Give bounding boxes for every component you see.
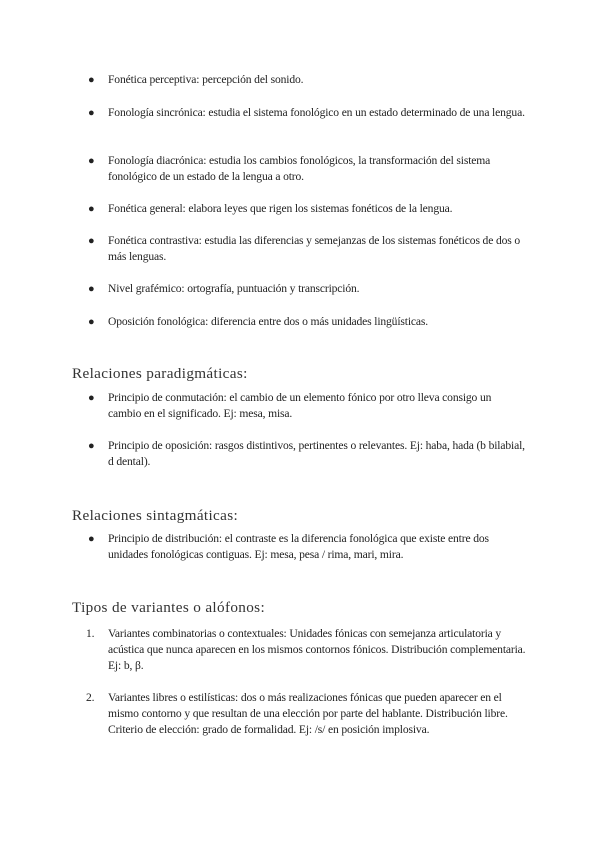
list-item-text: Fonética contrastiva: estudia las diferencias y semejanzas de los sistemas fonéticos de dos o más lenguas.	[108, 234, 520, 263]
bullet-marker: ●	[88, 440, 95, 452]
bullet-marker: ●	[88, 283, 95, 295]
list-number: 2.	[86, 691, 95, 704]
list-item-text: Principio de distribución: el contraste es la diferencia fonológica que existe entre dos unidades fonológicas contiguas. Ej: mesa, pesa / rima, mari, mira.	[108, 532, 489, 561]
list-item	[88, 72, 526, 88]
list-item	[88, 201, 526, 217]
bullet-marker: ●	[88, 203, 95, 215]
list-item	[86, 626, 526, 674]
list-item	[88, 438, 526, 470]
list-item	[88, 390, 526, 422]
list-item-text: Nivel grafémico: ortografía, puntuación y transcripción.	[108, 282, 360, 295]
section-heading-syntagmatic: Relaciones sintagmáticas:	[72, 507, 239, 524]
list-item	[88, 531, 526, 563]
section-heading-paradigmatic: Relaciones paradigmáticas:	[72, 365, 248, 382]
section-heading-variants: Tipos de variantes o alófonos:	[72, 599, 266, 616]
list-item	[88, 233, 526, 265]
list-item	[88, 281, 526, 297]
bullet-marker: ●	[88, 74, 95, 86]
list-number: 1.	[86, 627, 95, 640]
list-item-text: Fonología sincrónica: estudia el sistema fonológico en un estado determinado de una lengua.	[108, 106, 525, 119]
bullet-marker: ●	[88, 533, 95, 545]
list-item	[88, 153, 526, 185]
list-item-text: Variantes combinatorias o contextuales: Unidades fónicas con semejanza articulatoria y acústica que nunca aparecen en los mismos contornos fónicos. Distribución complementaria. Ej: b, β.	[108, 627, 526, 672]
list-item	[86, 690, 526, 738]
list-item-text: Principio de conmutación: el cambio de un elemento fónico por otro lleva consigo un cambio en el significado. Ej: mesa, misa.	[108, 391, 492, 420]
bullet-marker: ●	[88, 235, 95, 247]
list-item-text: Variantes libres o estilísticas: dos o más realizaciones fónicas que pueden aparecer en el mismo contorno y que resultan de una elección por parte del hablante. Distribución libre. Criterio de elección: grado de formalidad. Ej: /s/ en posición implosiva.	[108, 691, 508, 736]
bullet-marker: ●	[88, 392, 95, 404]
list-item-text: Principio de oposición: rasgos distintivos, pertinentes o relevantes. Ej: haba, hada (b bilabial, d dental).	[108, 439, 525, 468]
list-item-text: Fonología diacrónica: estudia los cambios fonológicos, la transformación del sistema fonológico de un estado de la lengua a otro.	[108, 154, 491, 183]
bullet-marker: ●	[88, 107, 95, 119]
list-item-text: Fonética general: elabora leyes que rigen los sistemas fonéticos de la lengua.	[108, 202, 453, 215]
list-item	[88, 314, 526, 330]
list-item-text: Fonética perceptiva: percepción del sonido.	[108, 73, 304, 86]
list-item-text: Oposición fonológica: diferencia entre dos o más unidades lingüísticas.	[108, 315, 429, 328]
list-item	[88, 105, 526, 121]
bullet-marker: ●	[88, 155, 95, 167]
bullet-marker: ●	[88, 316, 95, 328]
